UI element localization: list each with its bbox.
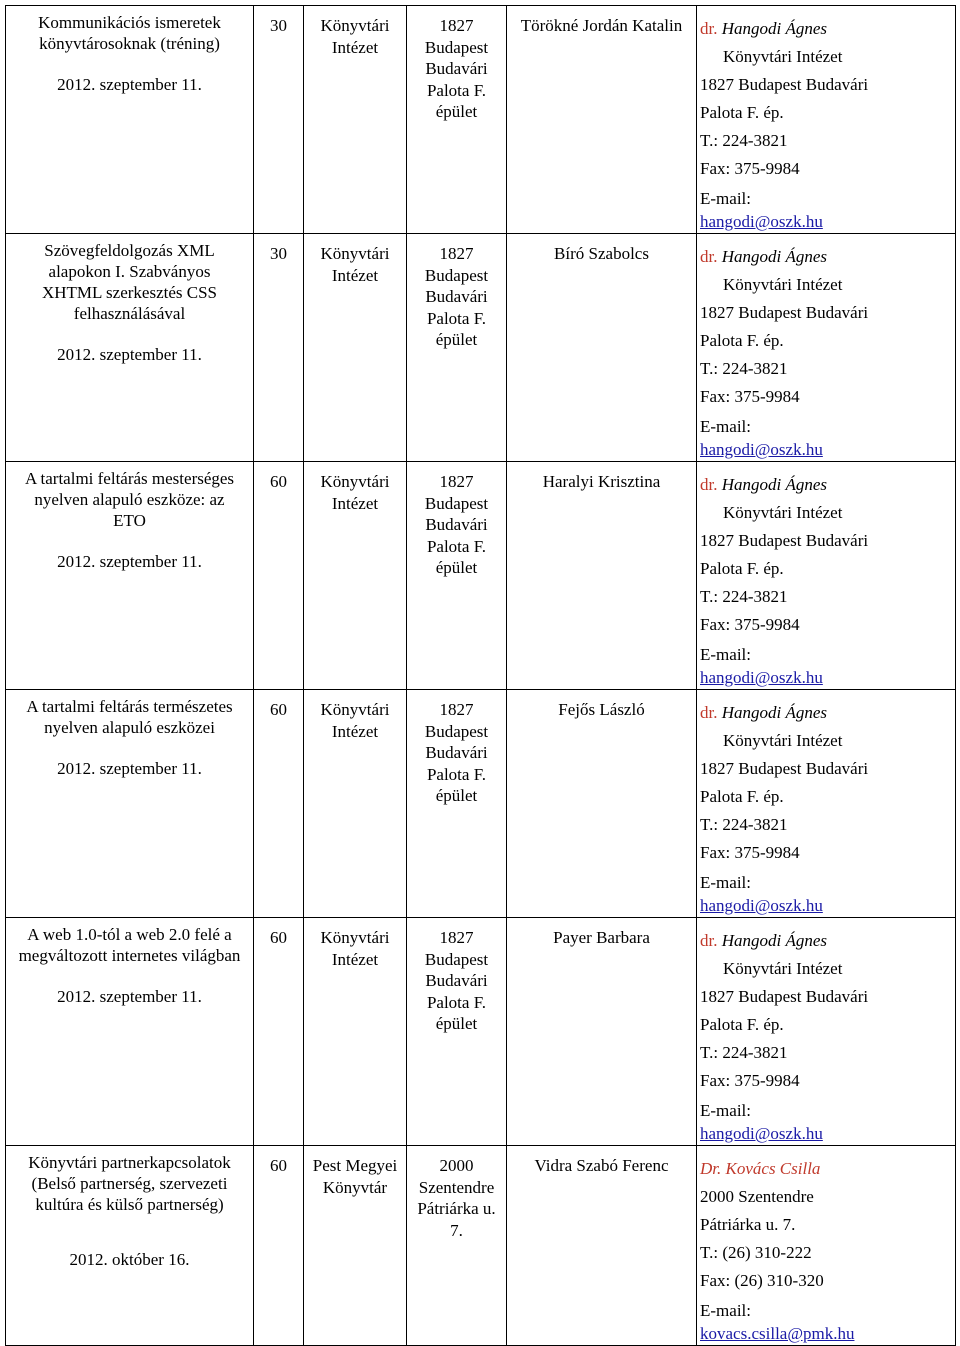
address-line: Budavári	[425, 515, 488, 534]
contact-address-1: 1827 Budapest Budavári	[700, 987, 869, 1006]
address-line: épület	[435, 330, 478, 349]
hours-cell	[254, 462, 304, 690]
contact-address-1: 1827 Budapest Budavári	[700, 75, 869, 94]
institution-line: Intézet	[331, 37, 379, 57]
address-line: 1827	[439, 700, 474, 719]
institution-line: Könyvtári	[320, 928, 390, 947]
contact-address-1: 1827 Budapest Budavári	[700, 303, 869, 322]
contact-address-2: Pátriárka u. 7.	[700, 1215, 796, 1234]
contact-cell	[697, 690, 956, 918]
address-line: Budavári	[425, 59, 488, 78]
address-line: épület	[435, 558, 478, 577]
hours-value: 60	[270, 928, 287, 947]
address-line: Szentendre	[418, 1177, 495, 1197]
contact-email-link[interactable]: hangodi@oszk.hu	[700, 668, 823, 687]
contact-email-link[interactable]: hangodi@oszk.hu	[700, 1124, 823, 1143]
trainer-name: Payer Barbara	[553, 928, 650, 947]
contact-email-label: E-mail:	[700, 873, 751, 892]
hours-value: 30	[270, 244, 287, 263]
contact-phone: T.: 224-3821	[700, 131, 788, 150]
address-line: Budapest	[424, 37, 489, 57]
table-row	[6, 690, 956, 918]
contact-email-link[interactable]: kovacs.csilla@pmk.hu	[700, 1324, 855, 1343]
institution-line: Könyvtári	[320, 472, 390, 491]
address-line: 1827	[439, 928, 474, 947]
hours-cell	[254, 234, 304, 462]
contact-org: Könyvtári Intézet	[723, 959, 843, 978]
course-title-line: Kommunikációs ismeretek	[38, 13, 221, 32]
trainer-cell	[507, 462, 697, 690]
course-title-line: nyelven alapuló eszköze: az	[34, 490, 225, 509]
address-line: Budapest	[424, 721, 489, 741]
contact-address-1: 2000 Szentendre	[700, 1187, 814, 1206]
institution-line: Intézet	[331, 721, 379, 741]
address-line: Palota F.	[426, 308, 487, 328]
course-cell	[6, 690, 254, 918]
course-title-line: A tartalmi feltárás természetes	[26, 697, 233, 716]
institution-cell	[304, 1146, 407, 1346]
address-line: 1827	[439, 472, 474, 491]
course-title-line: A tartalmi feltárás mesterséges	[24, 469, 235, 488]
table-row	[6, 6, 956, 234]
contact-email-label: E-mail:	[700, 417, 751, 436]
contact-phone: T.: 224-3821	[700, 587, 788, 606]
address-cell	[407, 6, 507, 234]
address-line: Palota F.	[426, 536, 487, 556]
hours-value: 60	[270, 472, 287, 491]
trainer-cell	[507, 234, 697, 462]
contact-address-2: Palota F. ép.	[700, 331, 784, 350]
course-date: 2012. szeptember 11.	[57, 345, 202, 364]
contact-address-1: 1827 Budapest Budavári	[700, 759, 869, 778]
address-cell	[407, 234, 507, 462]
course-cell	[6, 234, 254, 462]
contact-name: dr. Hangodi Ágnes	[700, 247, 828, 266]
institution-cell	[304, 462, 407, 690]
contact-cell	[697, 918, 956, 1146]
address-line: épület	[435, 1014, 478, 1033]
contact-name: dr. Hangodi Ágnes	[700, 931, 828, 950]
institution-cell	[304, 6, 407, 234]
institution-line: Pest Megyei	[312, 1156, 398, 1175]
course-title-line: megváltozott internetes világban	[18, 946, 241, 965]
contact-cell	[697, 462, 956, 690]
address-line: Pátriárka u.	[417, 1199, 496, 1218]
course-date: 2012. szeptember 11.	[57, 987, 202, 1006]
course-title-line: Szövegfeldolgozás XML	[44, 241, 215, 260]
contact-email-link[interactable]: hangodi@oszk.hu	[700, 212, 823, 231]
contact-org: Könyvtári Intézet	[723, 47, 843, 66]
contact-org: Könyvtári Intézet	[723, 731, 843, 750]
contact-email-label: E-mail:	[700, 645, 751, 664]
contact-email-label: E-mail:	[700, 1101, 751, 1120]
address-line: épület	[435, 102, 478, 121]
address-line: Palota F.	[426, 764, 487, 784]
table-row	[6, 462, 956, 690]
contact-address-2: Palota F. ép.	[700, 1015, 784, 1034]
contact-fax: Fax: 375-9984	[700, 615, 800, 634]
hours-cell	[254, 1146, 304, 1346]
address-line: 1827	[439, 16, 474, 35]
contact-fax: Fax: (26) 310-320	[700, 1271, 824, 1290]
address-line: Palota F.	[426, 992, 487, 1012]
hours-value: 30	[270, 16, 287, 35]
hours-cell	[254, 918, 304, 1146]
course-title-line: A web 1.0-tól a web 2.0 felé a	[27, 925, 232, 944]
course-title-line: alapokon I. Szabványos	[48, 262, 211, 281]
contact-fax: Fax: 375-9984	[700, 387, 800, 406]
contact-address-2: Palota F. ép.	[700, 787, 784, 806]
trainer-cell	[507, 6, 697, 234]
address-line: 1827	[439, 244, 474, 263]
contact-cell	[697, 1146, 956, 1346]
course-title-line: felhasználásával	[73, 304, 186, 323]
contact-phone: T.: 224-3821	[700, 359, 788, 378]
course-title-line: XHTML szerkesztés CSS	[41, 283, 217, 302]
course-cell	[6, 1146, 254, 1346]
hours-value: 60	[270, 700, 287, 719]
institution-line: Könyvtári	[320, 244, 390, 263]
address-line: Budavári	[425, 971, 488, 990]
contact-name: dr. Hangodi Ágnes	[700, 475, 828, 494]
course-table	[5, 5, 956, 1346]
contact-email-link[interactable]: hangodi@oszk.hu	[700, 440, 823, 459]
contact-phone: T.: 224-3821	[700, 815, 788, 834]
table-row	[6, 1146, 956, 1346]
course-cell	[6, 6, 254, 234]
institution-line: Könyvtár	[322, 1177, 388, 1197]
hours-cell	[254, 690, 304, 918]
address-line: 7.	[450, 1220, 463, 1240]
contact-email-link[interactable]: hangodi@oszk.hu	[700, 896, 823, 915]
contact-phone: T.: 224-3821	[700, 1043, 788, 1062]
address-line: Budapest	[424, 493, 489, 513]
hours-value: 60	[270, 1156, 287, 1175]
institution-line: Könyvtári	[320, 16, 390, 35]
contact-fax: Fax: 375-9984	[700, 1071, 800, 1090]
contact-name: dr. Hangodi Ágnes	[700, 703, 828, 722]
trainer-name: Vidra Szabó Ferenc	[534, 1156, 669, 1175]
trainer-cell	[507, 918, 697, 1146]
contact-fax: Fax: 375-9984	[700, 843, 800, 862]
address-cell	[407, 462, 507, 690]
institution-line: Intézet	[331, 265, 379, 285]
address-line: Budavári	[425, 287, 488, 306]
institution-line: Intézet	[331, 493, 379, 513]
contact-address-1: 1827 Budapest Budavári	[700, 531, 869, 550]
hours-cell	[254, 6, 304, 234]
table-row	[6, 234, 956, 462]
institution-cell	[304, 234, 407, 462]
address-line: 2000	[439, 1156, 474, 1175]
contact-email-label: E-mail:	[700, 1301, 751, 1320]
course-title-line: ETO	[113, 511, 146, 530]
course-title-line: (Belső partnerség, szervezeti	[31, 1174, 228, 1193]
contact-phone: T.: (26) 310-222	[700, 1243, 812, 1262]
address-line: Budapest	[424, 949, 489, 969]
contact-address-2: Palota F. ép.	[700, 103, 784, 122]
trainer-cell	[507, 690, 697, 918]
course-title-line: Könyvtári partnerkapcsolatok	[28, 1153, 231, 1172]
course-date: 2012. október 16.	[69, 1250, 190, 1269]
address-line: Palota F.	[426, 80, 487, 100]
contact-cell	[697, 234, 956, 462]
course-cell	[6, 462, 254, 690]
address-cell	[407, 690, 507, 918]
course-title-line: nyelven alapuló eszközei	[44, 718, 215, 737]
address-cell	[407, 918, 507, 1146]
course-title-line: könyvtárosoknak (tréning)	[39, 34, 220, 53]
course-date: 2012. szeptember 11.	[57, 75, 202, 94]
trainer-name: Fejős László	[558, 700, 645, 719]
trainer-name: Törökné Jordán Katalin	[520, 16, 683, 35]
address-line: épület	[435, 786, 478, 805]
contact-org: Könyvtári Intézet	[723, 275, 843, 294]
institution-cell	[304, 690, 407, 918]
contact-name: dr. Hangodi Ágnes	[700, 19, 828, 38]
contact-address-2: Palota F. ép.	[700, 559, 784, 578]
contact-cell	[697, 6, 956, 234]
course-title-line: kultúra és külső partnerség)	[35, 1195, 224, 1214]
address-line: Budavári	[425, 743, 488, 762]
trainer-name: Haralyi Krisztina	[542, 472, 661, 491]
course-cell	[6, 918, 254, 1146]
institution-cell	[304, 918, 407, 1146]
contact-fax: Fax: 375-9984	[700, 159, 800, 178]
address-line: Budapest	[424, 265, 489, 285]
contact-name: Dr. Kovács Csilla	[700, 1159, 821, 1178]
course-date: 2012. szeptember 11.	[57, 759, 202, 778]
contact-email-label: E-mail:	[700, 189, 751, 208]
trainer-cell	[507, 1146, 697, 1346]
trainer-name: Bíró Szabolcs	[554, 244, 649, 263]
institution-line: Intézet	[331, 949, 379, 969]
table-row	[6, 918, 956, 1146]
address-cell	[407, 1146, 507, 1346]
institution-line: Könyvtári	[320, 700, 390, 719]
contact-org: Könyvtári Intézet	[723, 503, 843, 522]
course-date: 2012. szeptember 11.	[57, 552, 202, 571]
